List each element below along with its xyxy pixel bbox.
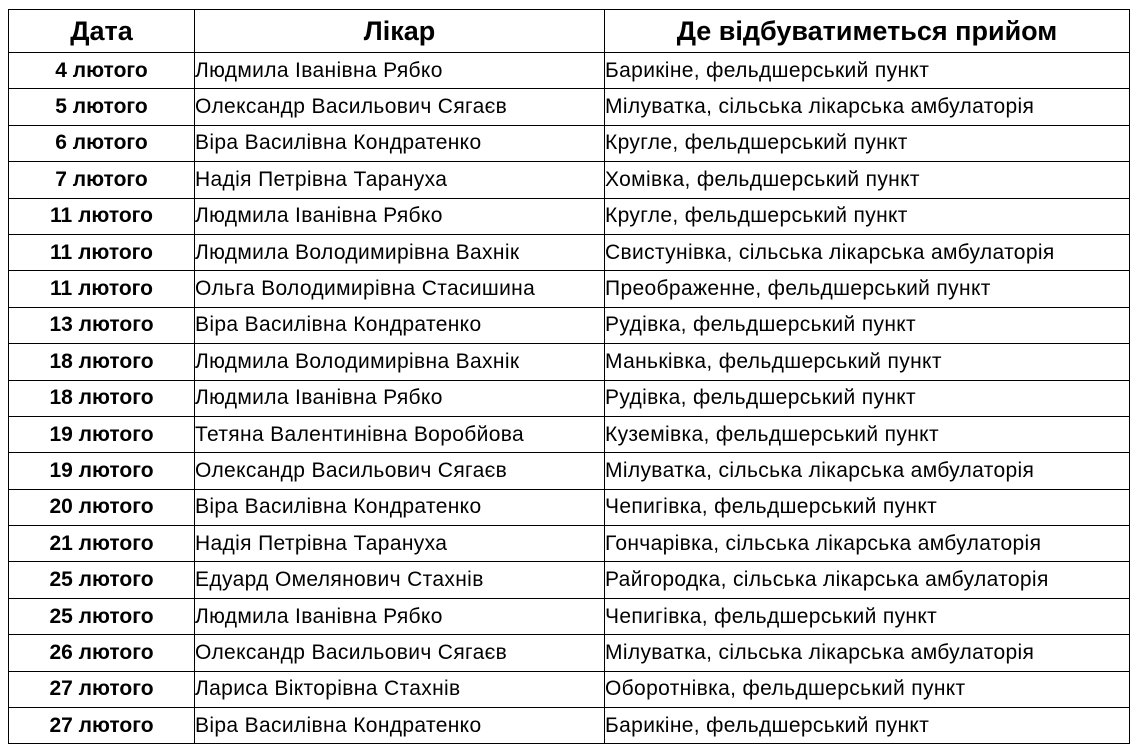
table-row	[9, 416, 1130, 452]
table-row	[9, 635, 1130, 671]
date-cell: 25 лютого	[9, 562, 195, 598]
doctor-cell: Людмила Іванівна Рябко	[195, 53, 605, 89]
place-cell: Кругле, фельдшерський пункт	[605, 125, 1130, 161]
place-cell: Свистунівка, сільська лікарська амбулаторія	[605, 234, 1130, 270]
date-cell: 19 лютого	[9, 453, 195, 489]
place-cell: Барикіне, фельдшерський пункт	[605, 53, 1130, 89]
place-cell: Преображенне, фельдшерський пункт	[605, 271, 1130, 307]
place-cell: Рудівка, фельдшерський пункт	[605, 307, 1130, 343]
table-row	[9, 671, 1130, 707]
table-row	[9, 271, 1130, 307]
table-row	[9, 307, 1130, 343]
table-row	[9, 234, 1130, 270]
doctor-cell: Віра Василівна Кондратенко	[195, 307, 605, 343]
place-cell: Райгородка, сільська лікарська амбулаторія	[605, 562, 1130, 598]
date-cell: 25 лютого	[9, 598, 195, 634]
doctor-cell: Надія Петрівна Тарануха	[195, 162, 605, 198]
place-cell: Мілуватка, сільська лікарська амбулаторія	[605, 635, 1130, 671]
date-cell: 6 лютого	[9, 125, 195, 161]
date-cell: 18 лютого	[9, 344, 195, 380]
doctor-cell: Людмила Володимирівна Вахнік	[195, 344, 605, 380]
table-row	[9, 344, 1130, 380]
table-row	[9, 380, 1130, 416]
table-body	[9, 53, 1130, 744]
date-cell: 11 лютого	[9, 234, 195, 270]
header-doctor: Лікар	[195, 10, 605, 53]
header-row	[9, 10, 1130, 53]
table-row	[9, 53, 1130, 89]
date-cell: 27 лютого	[9, 671, 195, 707]
doctor-cell: Едуард Омелянович Стахнів	[195, 562, 605, 598]
doctor-cell: Людмила Іванівна Рябко	[195, 598, 605, 634]
place-cell: Рудівка, фельдшерський пункт	[605, 380, 1130, 416]
table-row	[9, 198, 1130, 234]
schedule-table	[8, 9, 1130, 744]
place-cell: Барикіне, фельдшерський пункт	[605, 708, 1130, 744]
date-cell: 5 лютого	[9, 89, 195, 125]
table-header	[9, 10, 1130, 53]
doctor-cell: Олександр Васильович Сягаєв	[195, 453, 605, 489]
doctor-cell: Надія Петрівна Тарануха	[195, 526, 605, 562]
doctor-cell: Віра Василівна Кондратенко	[195, 489, 605, 525]
doctor-cell: Тетяна Валентинівна Воробйова	[195, 416, 605, 452]
doctor-cell: Ольга Володимирівна Стасишина	[195, 271, 605, 307]
date-cell: 13 лютого	[9, 307, 195, 343]
table-row	[9, 125, 1130, 161]
place-cell: Мілуватка, сільська лікарська амбулаторія	[605, 453, 1130, 489]
doctor-cell: Олександр Васильович Сягаєв	[195, 89, 605, 125]
place-cell: Куземівка, фельдшерський пункт	[605, 416, 1130, 452]
place-cell: Оборотнівка, фельдшерський пункт	[605, 671, 1130, 707]
place-cell: Чепигівка, фельдшерський пункт	[605, 598, 1130, 634]
place-cell: Хомівка, фельдшерський пункт	[605, 162, 1130, 198]
doctor-cell: Віра Василівна Кондратенко	[195, 125, 605, 161]
header-place: Де відбуватиметься прийом	[605, 10, 1130, 53]
table-row	[9, 708, 1130, 744]
date-cell: 20 лютого	[9, 489, 195, 525]
date-cell: 11 лютого	[9, 271, 195, 307]
doctor-cell: Віра Василівна Кондратенко	[195, 708, 605, 744]
date-cell: 4 лютого	[9, 53, 195, 89]
place-cell: Гончарівка, сільська лікарська амбулаторія	[605, 526, 1130, 562]
header-date: Дата	[9, 10, 195, 53]
date-cell: 18 лютого	[9, 380, 195, 416]
doctor-cell: Лариса Вікторівна Стахнів	[195, 671, 605, 707]
table-row	[9, 489, 1130, 525]
place-cell: Кругле, фельдшерський пункт	[605, 198, 1130, 234]
date-cell: 21 лютого	[9, 526, 195, 562]
place-cell: Мілуватка, сільська лікарська амбулаторія	[605, 89, 1130, 125]
table-row	[9, 562, 1130, 598]
doctor-cell: Людмила Іванівна Рябко	[195, 380, 605, 416]
place-cell: Чепигівка, фельдшерський пункт	[605, 489, 1130, 525]
table-row	[9, 598, 1130, 634]
doctor-cell: Людмила Володимирівна Вахнік	[195, 234, 605, 270]
date-cell: 19 лютого	[9, 416, 195, 452]
table-row	[9, 89, 1130, 125]
place-cell: Маньківка, фельдшерський пункт	[605, 344, 1130, 380]
date-cell: 11 лютого	[9, 198, 195, 234]
doctor-cell: Людмила Іванівна Рябко	[195, 198, 605, 234]
date-cell: 7 лютого	[9, 162, 195, 198]
date-cell: 27 лютого	[9, 708, 195, 744]
doctor-cell: Олександр Васильович Сягаєв	[195, 635, 605, 671]
table-row	[9, 162, 1130, 198]
date-cell: 26 лютого	[9, 635, 195, 671]
table-row	[9, 453, 1130, 489]
table-row	[9, 526, 1130, 562]
